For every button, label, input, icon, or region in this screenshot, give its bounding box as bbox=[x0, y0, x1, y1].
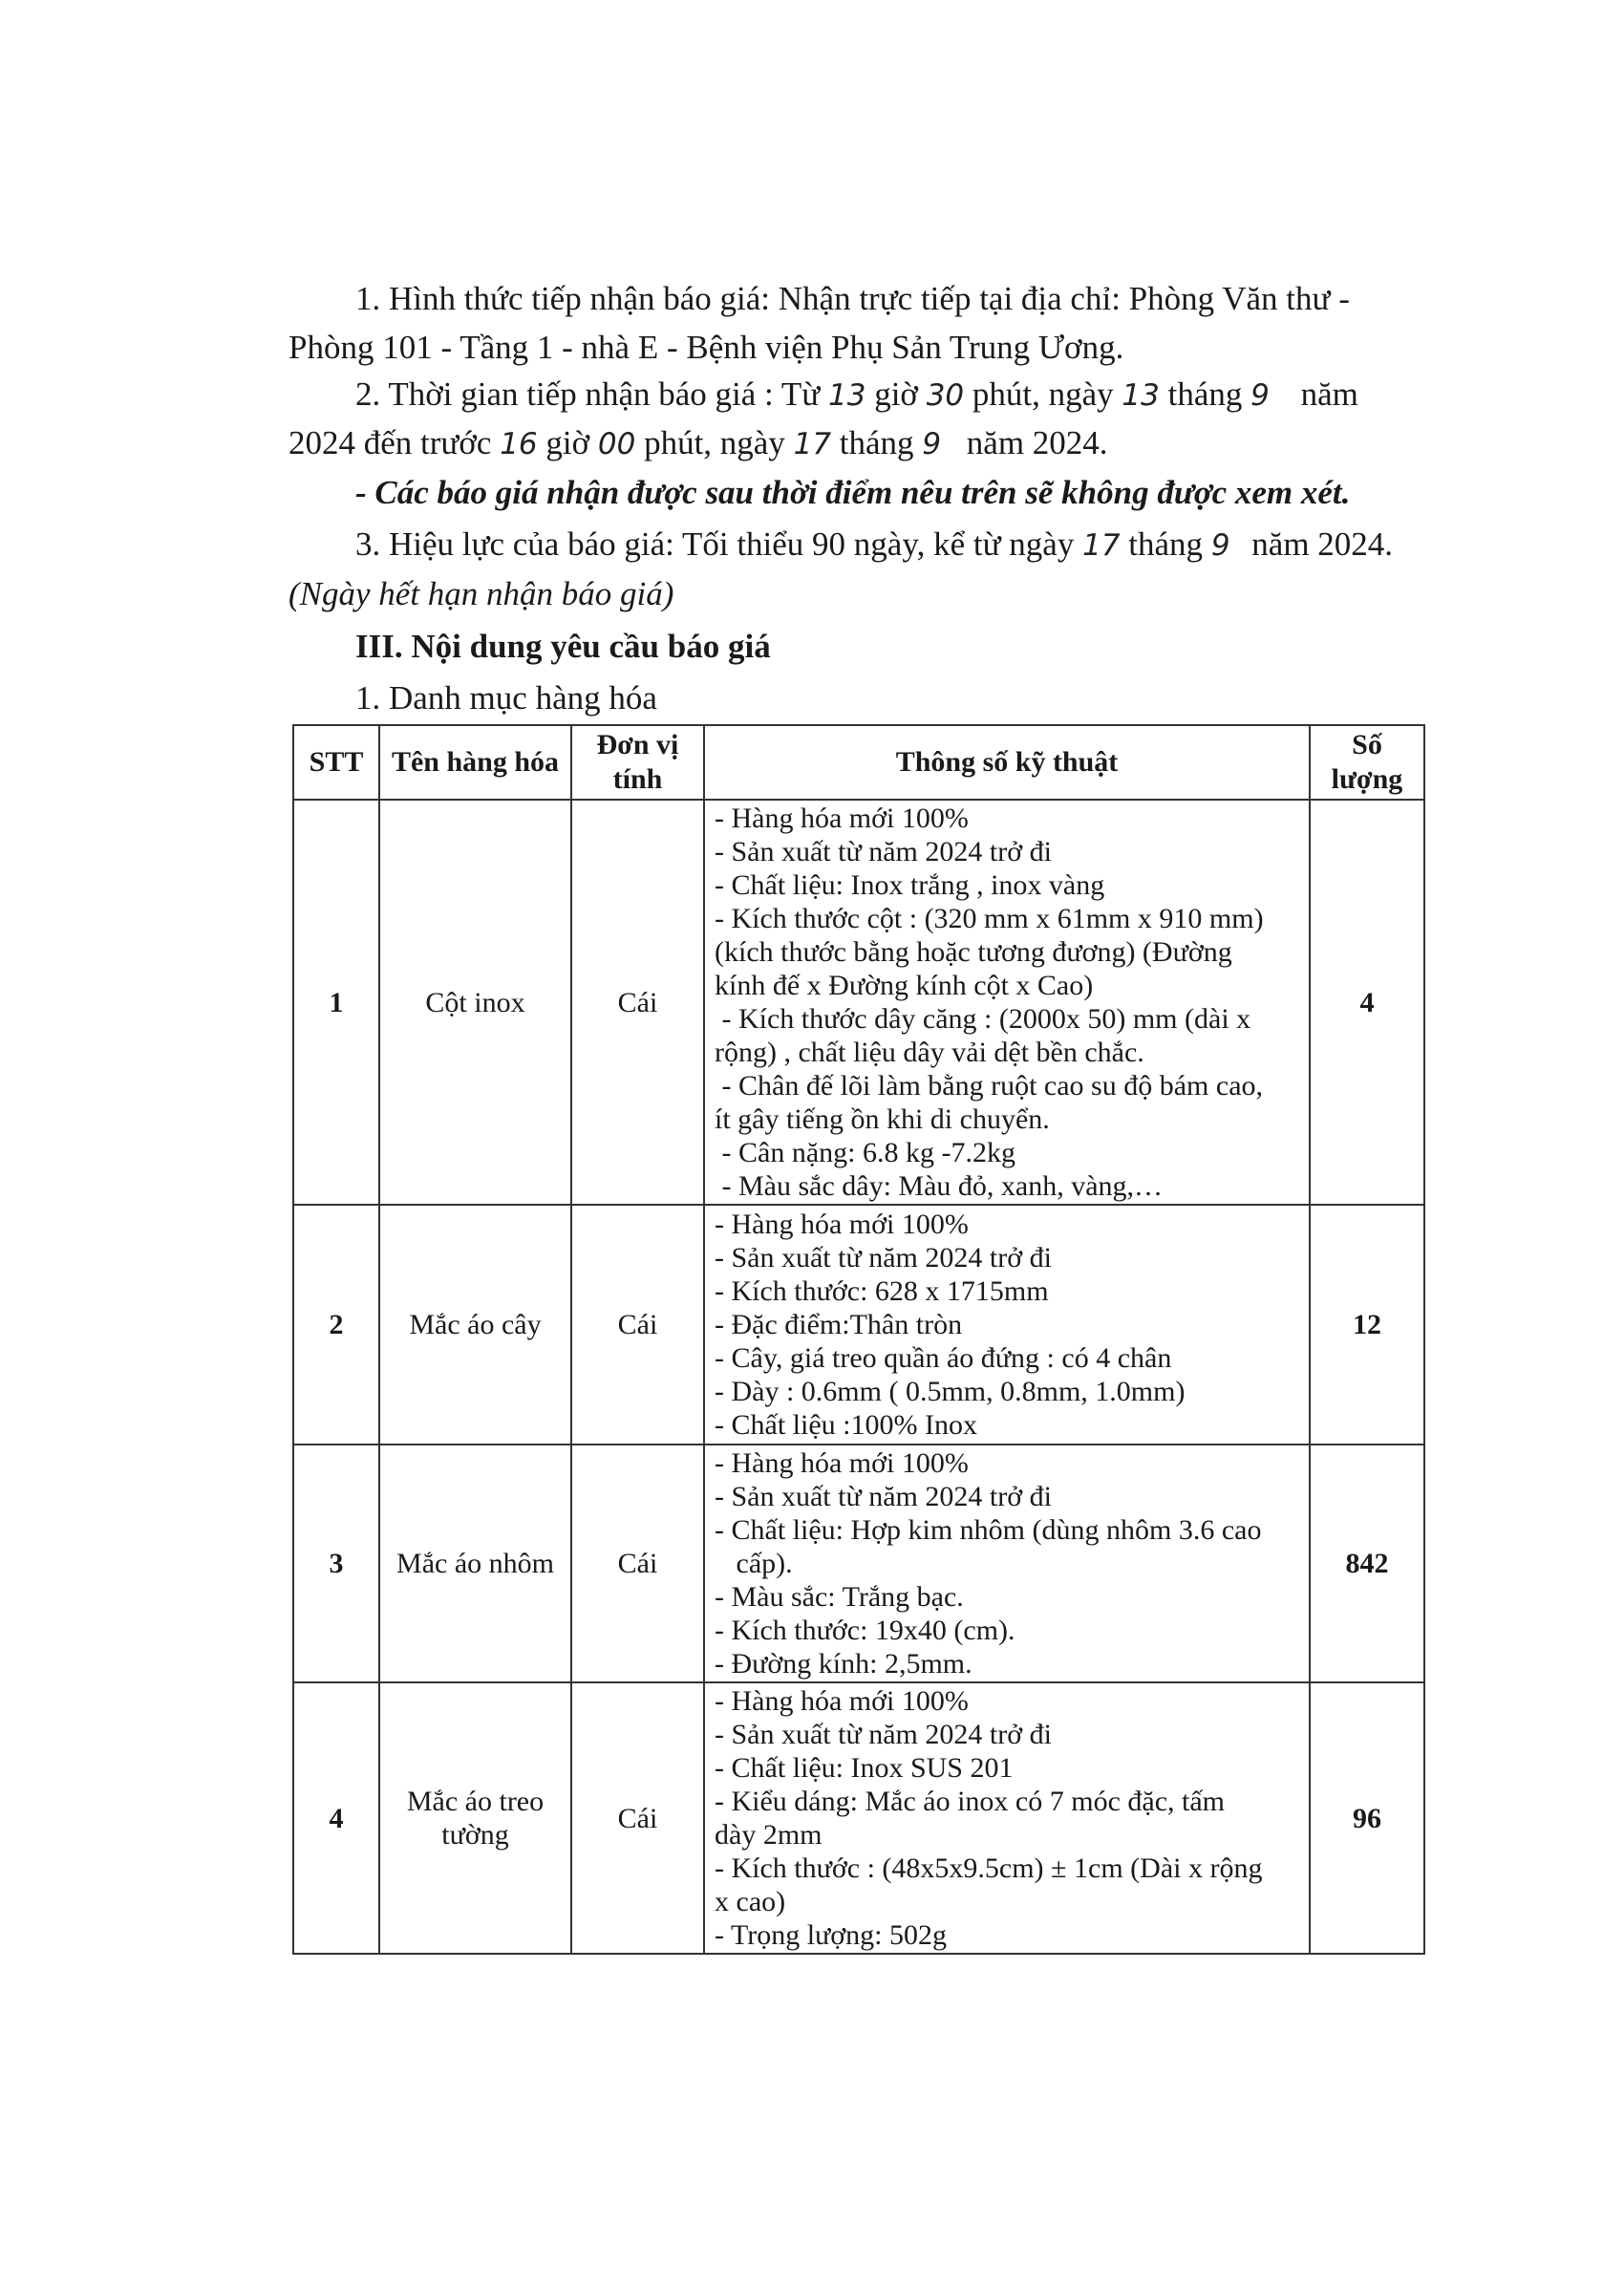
cell-spec bbox=[704, 1682, 1310, 1954]
handwritten-month-1: 9 bbox=[1250, 378, 1270, 413]
item2-text-i: tháng bbox=[839, 424, 914, 461]
spec-line: - Kích thước dây căng : (2000x 50) mm (dài x bbox=[715, 1003, 1251, 1035]
handwritten-month-2: 9 bbox=[922, 427, 942, 461]
spec-line: (kích thước bằng hoặc tương đương) (Đường bbox=[715, 936, 1232, 968]
spec-line: - Sản xuất từ năm 2024 trở đi bbox=[715, 1481, 1052, 1512]
item2-text-c: phút, ngày bbox=[972, 375, 1114, 413]
spec-line: - Hàng hóa mới 100% bbox=[715, 1209, 969, 1240]
item3-text-a: 3. Hiệu lực của báo giá: Tối thiểu 90 ngày, kể từ ngày bbox=[355, 525, 1075, 563]
table-row bbox=[293, 1205, 1424, 1445]
spec-line: - Màu sắc: Trắng bạc. bbox=[715, 1581, 964, 1613]
spec-line: - Cân nặng: 6.8 kg -7.2kg bbox=[715, 1137, 1015, 1168]
goods-list-subheading: 1. Danh mục hàng hóa bbox=[355, 679, 657, 717]
table-row bbox=[293, 1682, 1424, 1954]
header-spec: Thông số kỹ thuật bbox=[704, 725, 1310, 800]
item2-text-e: năm bbox=[1300, 375, 1358, 413]
spec-line: - Cây, giá treo quần áo đứng : có 4 chân bbox=[715, 1342, 1172, 1374]
header-unit: Đơn vị tính bbox=[571, 725, 704, 800]
handwritten-day-1: 13 bbox=[1122, 378, 1160, 413]
cell-spec bbox=[704, 1205, 1310, 1445]
item3-note: (Ngày hết hạn nhận báo giá) bbox=[288, 575, 674, 612]
cell-stt: 3 bbox=[293, 1445, 379, 1682]
table-header-row bbox=[293, 725, 1424, 800]
spec-line: - Hàng hóa mới 100% bbox=[715, 1685, 969, 1717]
spec-line: - Màu sắc dây: Màu đỏ, xanh, vàng,… bbox=[715, 1170, 1164, 1202]
spec-line: x cao) bbox=[715, 1886, 786, 1917]
item2-text-j: năm 2024. bbox=[966, 424, 1108, 461]
spec-line: - Dày : 0.6mm ( 0.5mm, 0.8mm, 1.0mm) bbox=[715, 1376, 1186, 1407]
cell-qty: 96 bbox=[1310, 1682, 1424, 1954]
cell-name: Mắc áo nhôm bbox=[379, 1445, 571, 1682]
spec-line: - Chất liệu: Hợp kim nhôm (dùng nhôm 3.6 cao bbox=[715, 1514, 1262, 1546]
table-row bbox=[293, 1445, 1424, 1682]
spec-line: dày 2mm bbox=[715, 1819, 823, 1851]
cell-stt: 2 bbox=[293, 1205, 379, 1445]
handwritten-minute-2: 00 bbox=[597, 427, 636, 461]
spec-line: - Trọng lượng: 502g bbox=[715, 1919, 948, 1951]
spec-line: - Kích thước : (48x5x9.5cm) ± 1cm (Dài x rộng bbox=[715, 1852, 1263, 1884]
cell-name: Mắc áo cây bbox=[379, 1205, 571, 1445]
table-row bbox=[293, 800, 1424, 1205]
cell-qty: 4 bbox=[1310, 800, 1424, 1205]
header-stt: STT bbox=[293, 725, 379, 800]
cell-name: Mắc áo treo tường bbox=[379, 1682, 571, 1954]
item3-line1 bbox=[355, 519, 1393, 571]
item2-text-b: giờ bbox=[874, 375, 918, 413]
cell-qty: 12 bbox=[1310, 1205, 1424, 1445]
cell-stt: 4 bbox=[293, 1682, 379, 1954]
spec-line: rộng) , chất liệu dây vải dệt bền chắc. bbox=[715, 1037, 1144, 1068]
handwritten-month-3: 9 bbox=[1210, 528, 1230, 563]
spec-line: - Kích thước cột : (320 mm x 61mm x 910 mm) bbox=[715, 903, 1264, 934]
spec-line: - Chất liệu: Inox SUS 201 bbox=[715, 1752, 1014, 1784]
spec-line: - Sản xuất từ năm 2024 trở đi bbox=[715, 1242, 1052, 1274]
spec-line: - Hàng hóa mới 100% bbox=[715, 803, 969, 834]
spec-line: - Kiểu dáng: Mắc áo inox có 7 móc đặc, tấm bbox=[715, 1786, 1225, 1817]
spec-line: kính đế x Đường kính cột x Cao) bbox=[715, 970, 1094, 1001]
item2-text-h: phút, ngày bbox=[644, 424, 785, 461]
handwritten-hour-2: 16 bbox=[500, 427, 538, 461]
spec-line: cấp). bbox=[715, 1548, 793, 1579]
item3-text-c: năm 2024. bbox=[1251, 525, 1394, 563]
cell-unit: Cái bbox=[571, 1205, 704, 1445]
header-name: Tên hàng hóa bbox=[379, 725, 571, 800]
late-quote-warning: - Các báo giá nhận được sau thời điểm nêu trên sẽ không được xem xét. bbox=[355, 474, 1351, 511]
item1-line2: Phòng 101 - Tầng 1 - nhà E - Bệnh viện Phụ Sản Trung Ương. bbox=[288, 329, 1124, 366]
cell-unit: Cái bbox=[571, 1682, 704, 1954]
spec-line: - Sản xuất từ năm 2024 trở đi bbox=[715, 836, 1052, 867]
spec-line: - Đặc điểm:Thân tròn bbox=[715, 1309, 963, 1340]
header-qty: Số lượng bbox=[1310, 725, 1424, 800]
item2-line2 bbox=[288, 417, 1108, 470]
item3-text-b: tháng bbox=[1128, 525, 1204, 563]
section-heading: III. Nội dung yêu cầu báo giá bbox=[355, 628, 771, 665]
spec-line: - Chân đế lõi làm bằng ruột cao su độ bám cao, bbox=[715, 1070, 1264, 1102]
handwritten-minute-1: 30 bbox=[926, 378, 965, 413]
item2-text-f: 2024 đến trước bbox=[288, 424, 492, 461]
spec-line: - Sản xuất từ năm 2024 trở đi bbox=[715, 1719, 1052, 1750]
spec-line: - Chất liệu :100% Inox bbox=[715, 1409, 977, 1441]
handwritten-hour-1: 13 bbox=[828, 378, 866, 413]
spec-line: - Hàng hóa mới 100% bbox=[715, 1447, 969, 1479]
handwritten-day-3: 17 bbox=[1082, 528, 1121, 563]
item1-line1: 1. Hình thức tiếp nhận báo giá: Nhận trực tiếp tại địa chỉ: Phòng Văn thư - bbox=[355, 280, 1350, 317]
cell-stt: 1 bbox=[293, 800, 379, 1205]
cell-unit: Cái bbox=[571, 800, 704, 1205]
spec-line: ít gây tiếng ồn khi di chuyển. bbox=[715, 1103, 1050, 1135]
cell-spec bbox=[704, 800, 1310, 1205]
item2-text-g: giờ bbox=[545, 424, 590, 461]
item2-text-a: 2. Thời gian tiếp nhận báo giá : Từ bbox=[355, 375, 821, 413]
cell-qty: 842 bbox=[1310, 1445, 1424, 1682]
goods-table bbox=[292, 724, 1425, 1955]
cell-spec bbox=[704, 1445, 1310, 1682]
handwritten-day-2: 17 bbox=[793, 427, 832, 461]
cell-unit: Cái bbox=[571, 1445, 704, 1682]
spec-line: - Kích thước: 19x40 (cm). bbox=[715, 1615, 1015, 1646]
spec-line: - Kích thước: 628 x 1715mm bbox=[715, 1275, 1049, 1307]
spec-line: - Chất liệu: Inox trắng , inox vàng bbox=[715, 869, 1105, 901]
item2-text-d: tháng bbox=[1167, 375, 1243, 413]
cell-name: Cột inox bbox=[379, 800, 571, 1205]
table-body bbox=[293, 800, 1424, 1954]
item2-line1 bbox=[355, 369, 1358, 421]
spec-line: - Đường kính: 2,5mm. bbox=[715, 1648, 972, 1680]
